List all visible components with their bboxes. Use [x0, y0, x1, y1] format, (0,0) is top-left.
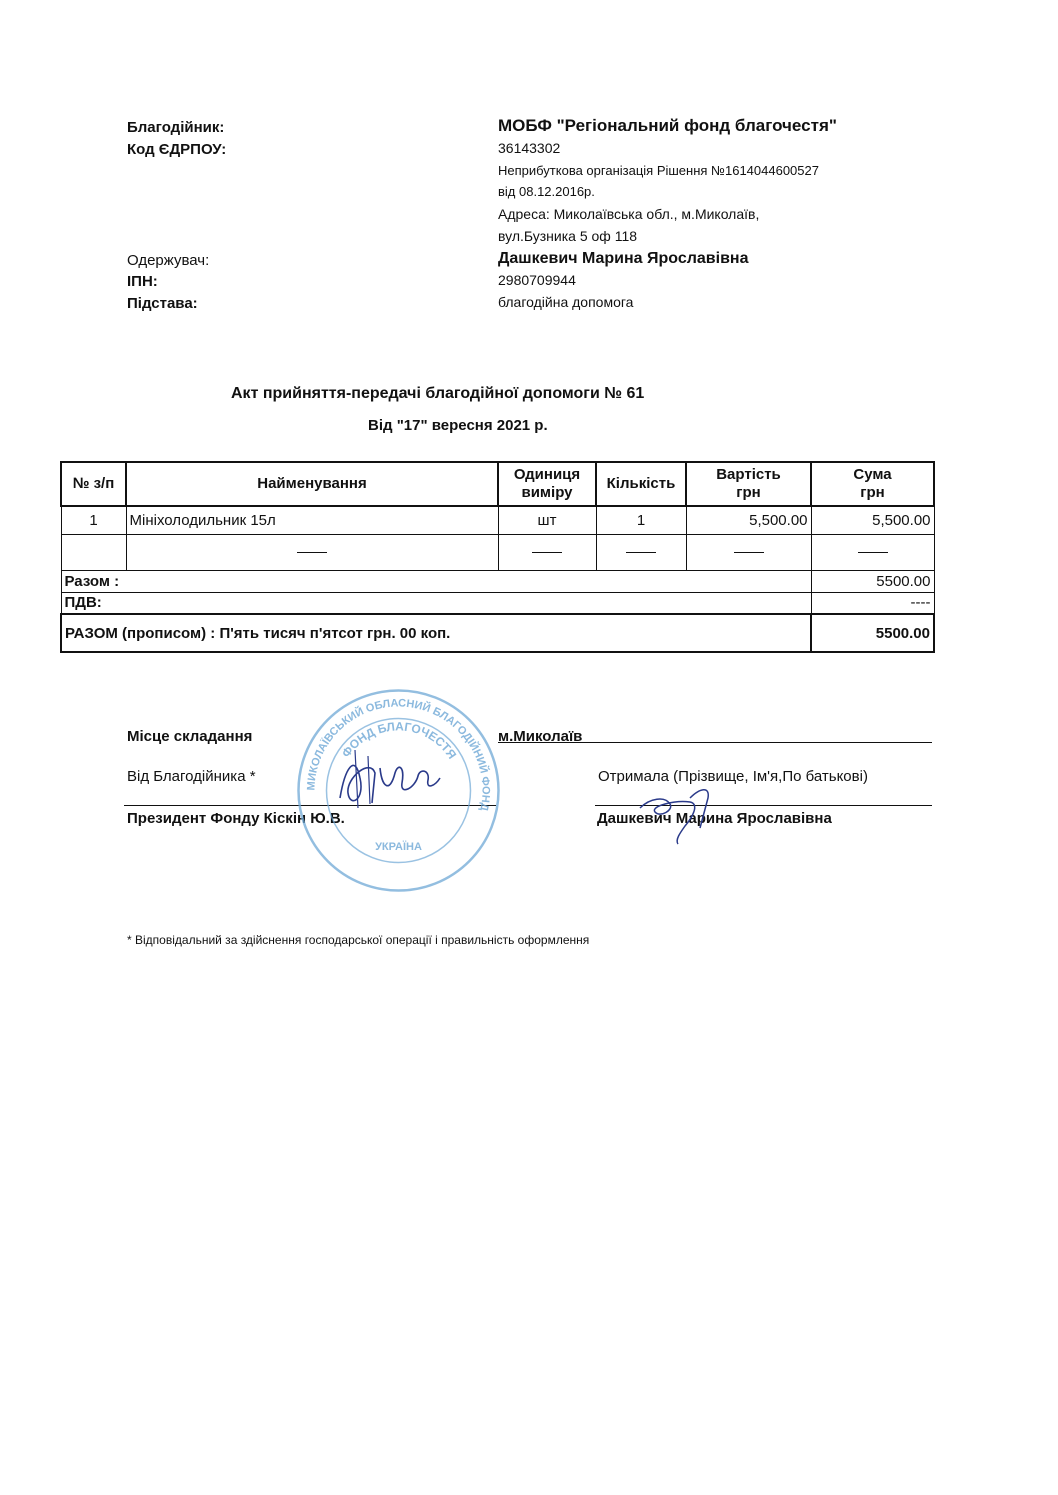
empty-cell — [811, 534, 934, 570]
footnote: * Відповідальний за здійснення господарської операції і правильність оформлення — [127, 933, 590, 947]
col-sum-header-line1: Сума — [853, 466, 892, 483]
edrpou-value: 36143302 — [498, 140, 561, 156]
address-line1: Адреса: Миколаївська обл., м.Миколаїв, — [498, 206, 760, 222]
total-words-value: 5500.00 — [811, 614, 934, 652]
table-row — [61, 506, 934, 534]
row-unit: шт — [498, 506, 596, 534]
col-price-header — [686, 462, 811, 506]
empty-cell — [498, 534, 596, 570]
document-date: Від "17" вересня 2021 р. — [368, 417, 548, 434]
empty-cell — [596, 534, 686, 570]
total-label: Разом : — [61, 570, 811, 592]
dash-mark — [858, 552, 888, 553]
vat-label: ПДВ: — [61, 592, 811, 614]
row-name: Мініхолодильник 15л — [126, 506, 498, 534]
ipn-label: ІПН: — [127, 273, 158, 290]
col-unit-header — [498, 462, 596, 506]
stamp-inner-text: ФОНД БЛАГОЧЕСТЯ — [338, 719, 460, 762]
place-underline — [498, 742, 932, 743]
recipient-signed-name: Дашкевич Марина Ярославівна — [597, 810, 832, 827]
nonprofit-line2: від 08.12.2016р. — [498, 184, 595, 199]
col-unit-header-line1: Одиниця — [513, 466, 581, 483]
basis-value: благодійна допомога — [498, 294, 634, 310]
total-value: 5500.00 — [811, 570, 934, 592]
table-row-empty — [61, 534, 934, 570]
donor-name: МОБФ "Регіональний фонд благочестя" — [498, 116, 837, 135]
col-num-header: № з/п — [61, 462, 126, 506]
donor-label: Благодійник: — [127, 119, 225, 136]
edrpou-label: Код ЄДРПОУ: — [127, 141, 227, 158]
recipient-signature — [630, 778, 740, 848]
col-name-header: Найменування — [126, 462, 498, 506]
col-sum-header-line2: грн — [860, 484, 885, 501]
row-qty: 1 — [596, 506, 686, 534]
received-label: Отримала (Прізвище, Ім'я,По батькові) — [598, 768, 868, 785]
dash-mark — [734, 552, 764, 553]
dash-mark — [532, 552, 562, 553]
col-sum-header — [811, 462, 934, 506]
place-value: м.Миколаїв — [498, 728, 583, 745]
dash-mark — [626, 552, 656, 553]
col-price-header-line1: Вартість — [716, 466, 781, 483]
ipn-value: 2980709944 — [498, 272, 576, 288]
col-qty-header: Кількість — [596, 462, 686, 506]
row-sum: 5,500.00 — [811, 506, 934, 534]
recipient-label: Одержувач: — [127, 252, 210, 269]
total-row — [61, 570, 934, 592]
total-words-row — [61, 614, 934, 652]
from-donor-label: Від Благодійника * — [127, 768, 256, 785]
document-title: Акт прийняття-передачі благодійної допомоги № 61 — [231, 385, 645, 402]
stamp-country: УКРАЇНА — [375, 841, 422, 853]
place-label: Місце складання — [127, 728, 253, 745]
row-price: 5,500.00 — [686, 506, 811, 534]
donor-signature — [320, 738, 450, 818]
president-name: Президент Фонду Кіскін Ю.В. — [127, 810, 345, 827]
empty-cell — [61, 534, 126, 570]
recipient-name: Дашкевич Марина Ярославівна — [498, 250, 749, 267]
dash-mark — [297, 552, 327, 553]
row-num: 1 — [61, 506, 126, 534]
vat-value: ---- — [811, 592, 934, 614]
nonprofit-line1: Неприбуткова організація Рішення №1614044600527 — [498, 163, 819, 178]
address-line2: вул.Бузника 5 оф 118 — [498, 228, 638, 244]
total-words-label: РАЗОМ (прописом) : П'ять тисяч п'ятсот грн. 00 коп. — [61, 614, 811, 652]
empty-cell — [686, 534, 811, 570]
empty-cell — [126, 534, 498, 570]
basis-label: Підстава: — [127, 295, 198, 312]
col-unit-header-line2: виміру — [521, 484, 573, 501]
stamp-ring-text: МИКОЛАЇВСЬКИЙ ОБЛАСНИЙ БЛАГОДІЙНИЙ ФОНД — [305, 697, 492, 812]
vat-row — [61, 592, 934, 614]
col-price-header-line2: грн — [736, 484, 761, 501]
items-table — [60, 461, 935, 653]
table-header-row — [61, 462, 934, 506]
